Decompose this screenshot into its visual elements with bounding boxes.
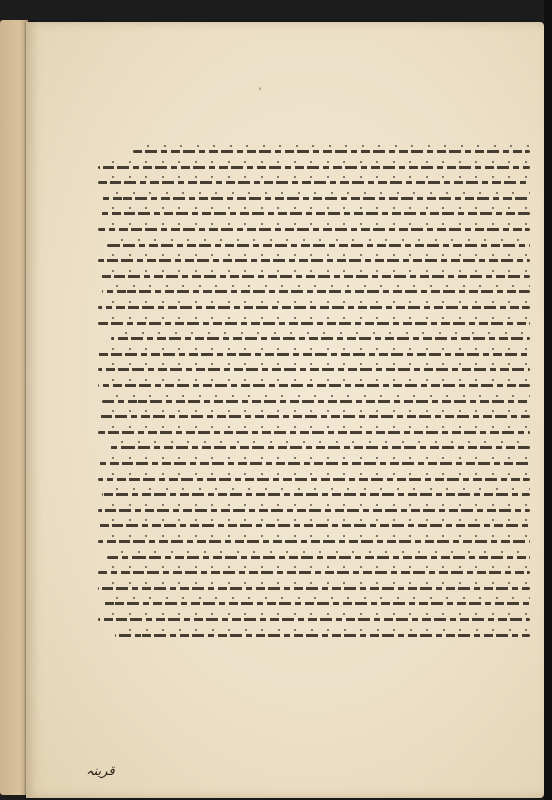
handwritten-text-block [98,144,530,644]
manuscript-line [98,353,530,356]
catchword: قرینہ [86,764,115,779]
facing-page-edge [0,20,28,795]
manuscript-line [98,571,530,574]
manuscript-line [98,618,530,621]
manuscript-line [98,259,530,262]
manuscript-line [98,431,530,434]
manuscript-line [107,446,530,449]
manuscript-line [98,228,530,231]
scan-border [544,0,552,800]
manuscript-line [111,337,530,340]
manuscript-line [98,306,530,309]
manuscript-line [102,602,530,605]
manuscript-line [133,150,530,153]
manuscript-line [107,556,530,559]
manuscript-line [98,181,530,184]
manuscript-line [98,478,530,481]
manuscript-line [102,197,530,200]
manuscript-line [98,509,530,512]
manuscript-line [98,415,530,418]
manuscript-line [98,166,530,169]
manuscript-line [107,244,530,247]
manuscript-line [102,493,530,496]
manuscript-line [98,587,530,590]
manuscript-line [98,275,530,278]
manuscript-line [98,524,530,527]
manuscript-line [98,462,530,465]
manuscript-line [98,384,530,387]
manuscript-page [26,22,544,798]
manuscript-line [98,322,530,325]
manuscript-line [98,368,530,371]
manuscript-line [102,290,530,293]
manuscript-line [102,400,530,403]
page-mark: ، [258,80,262,93]
manuscript-line [98,540,530,543]
manuscript-line [115,634,530,637]
manuscript-line [98,212,530,215]
